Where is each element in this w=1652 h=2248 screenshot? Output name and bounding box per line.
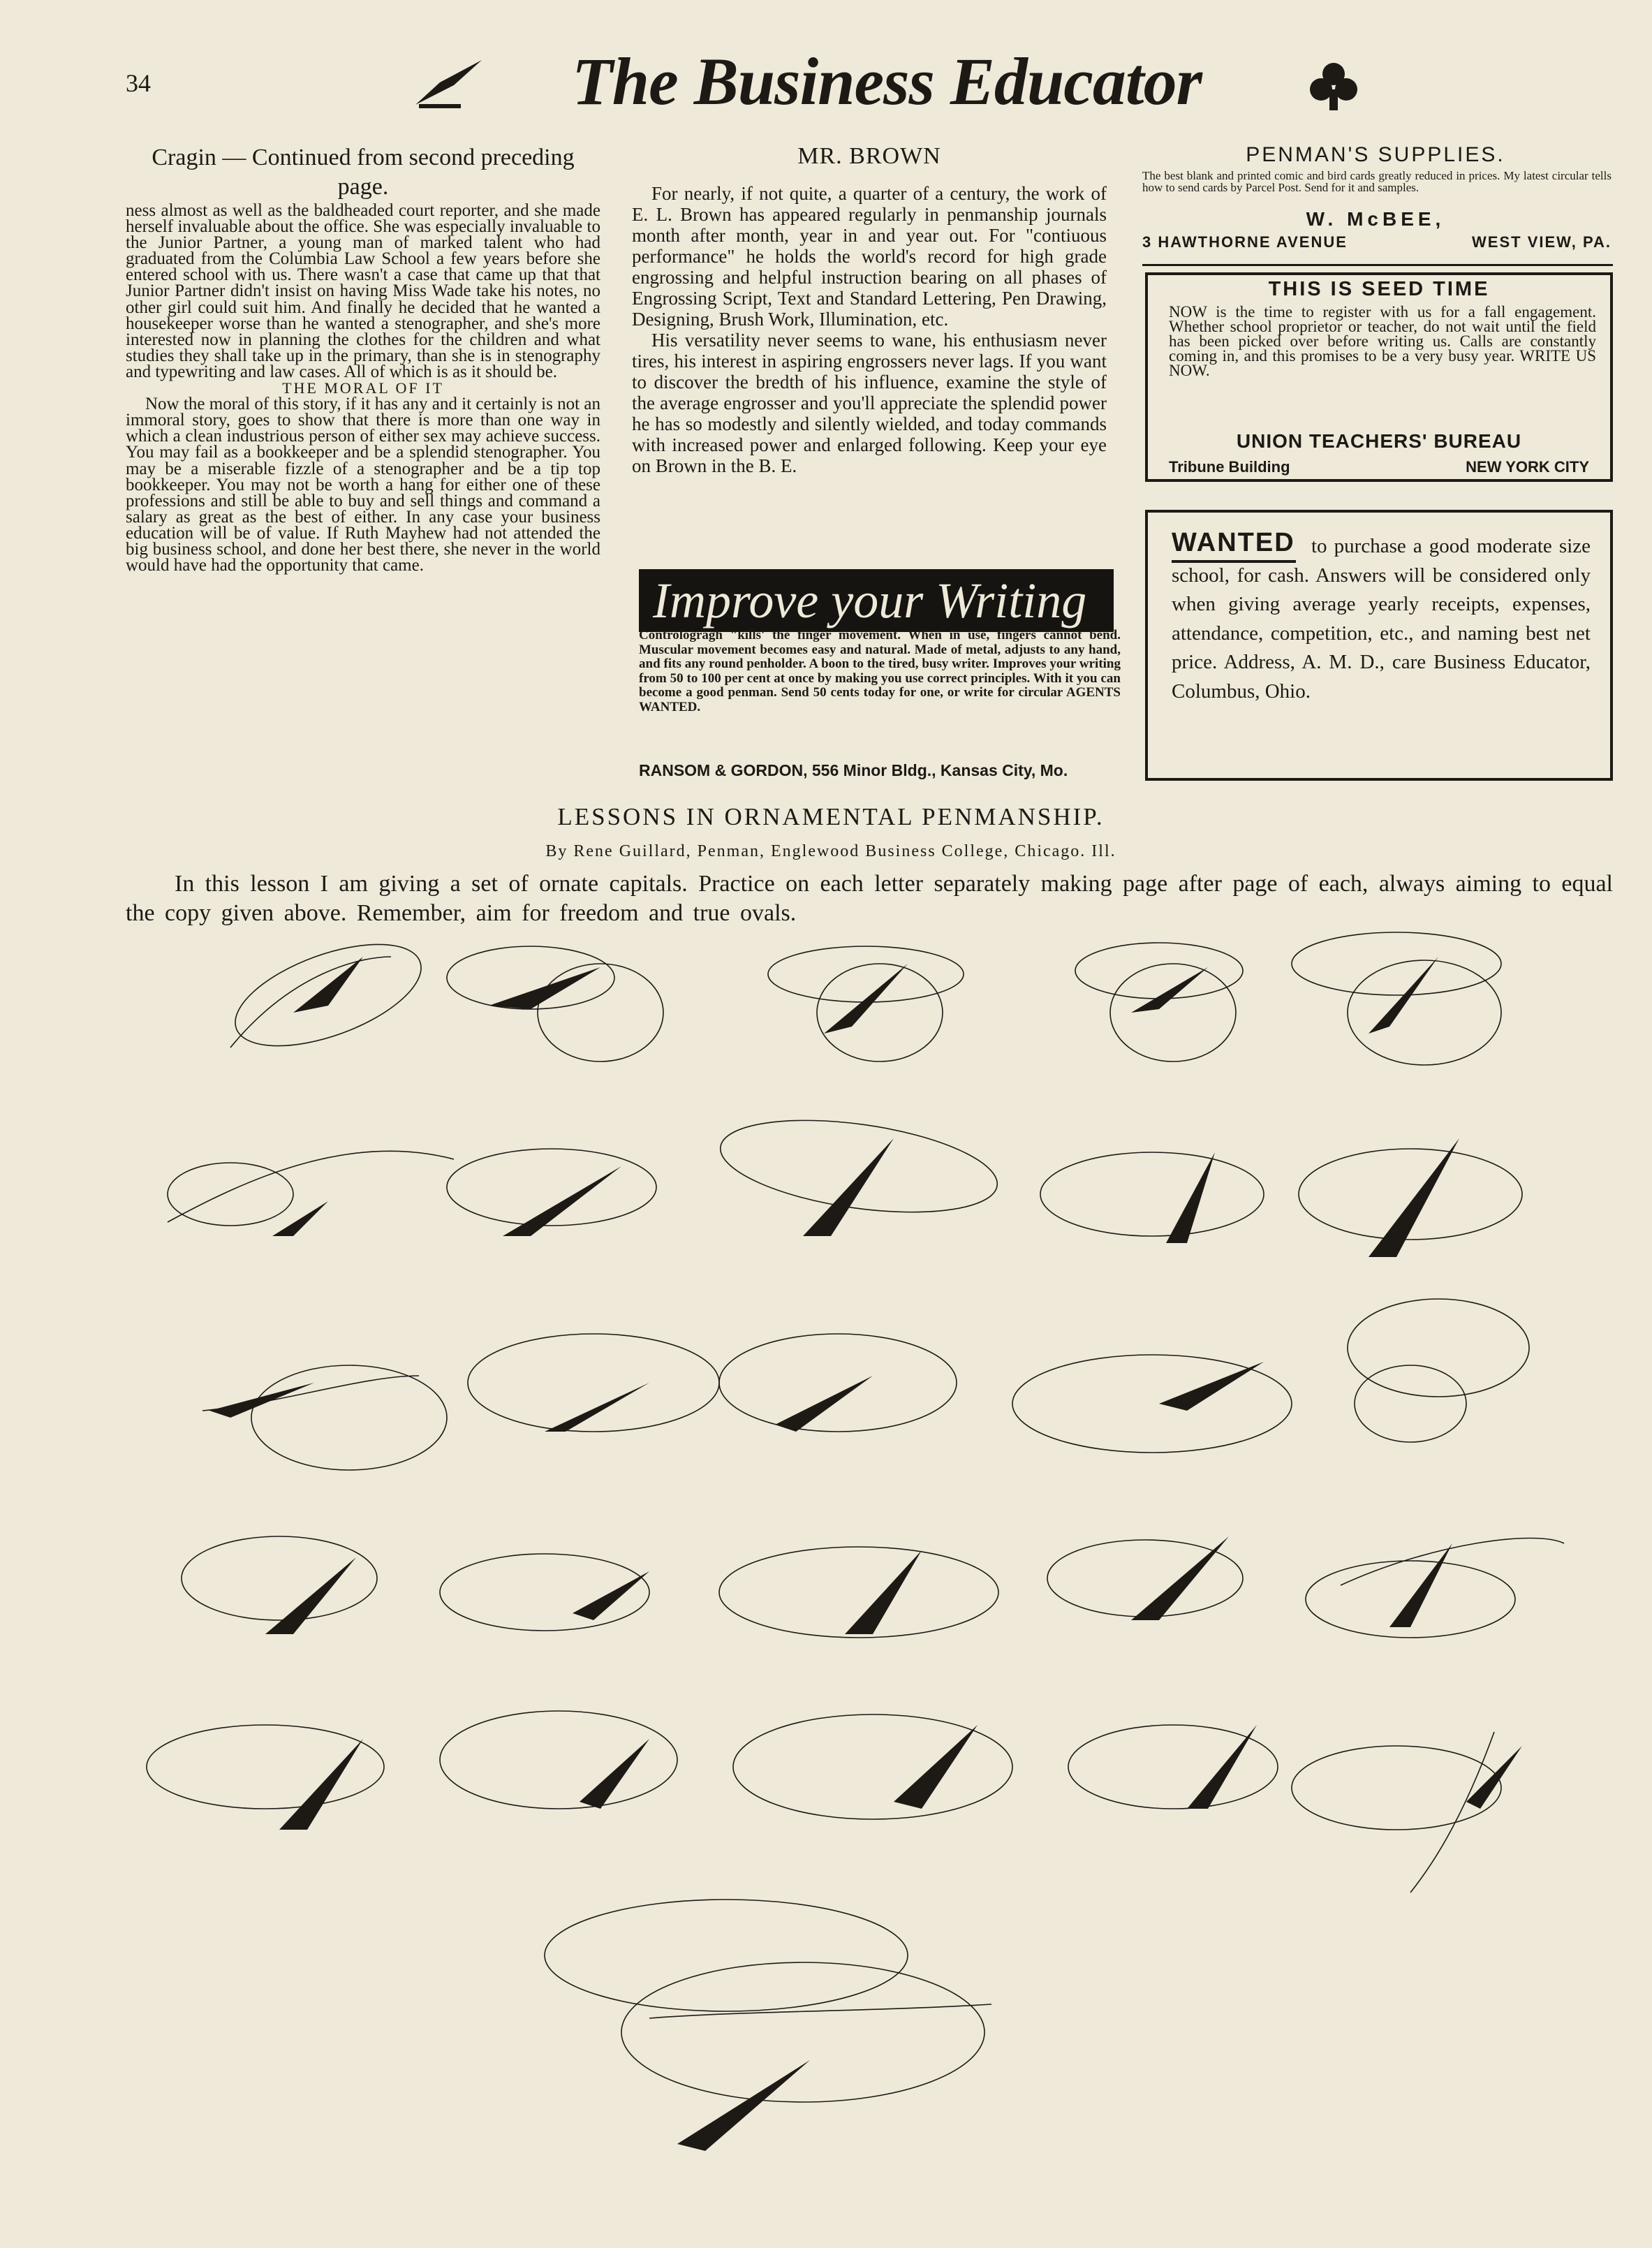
capital-n [1012, 1355, 1292, 1453]
divider-rule [1142, 264, 1613, 266]
capital-i [1040, 1152, 1264, 1243]
capital-s [1047, 1536, 1243, 1620]
capital-o [1348, 1299, 1529, 1442]
ad-body: Contrologragh "kills' the finger movement. When in use, fingers cannot bend. Muscular movement becomes easy and natural. Made of metal, adjusts to any hand, and fits any round penholder. A boon to the tired, busy writer. Improves your writing from 50 to 100 per cent at once by making you use correct principles. With it you can become a good penman. Send 50 cents today for one, or write for circular AGENTS WANTED. [639, 628, 1121, 714]
club-emblem-icon [1306, 59, 1362, 115]
lessons-intro: In this lesson I am giving a set of ornate capitals. Practice on each letter separately making page after page of each, always aiming to equal the copy given above. Remember, aim for freedom and true ovals. [126, 871, 1613, 926]
supplies-city: WEST VIEW, PA. [1472, 233, 1612, 251]
supplies-address [1142, 233, 1612, 251]
seed-city: NEW YORK CITY [1466, 458, 1589, 476]
col1-paragraph: ness almost as well as the baldheaded court reporter, and she made herself invaluable about the office. She was especially invaluable to the Junior Partner, a young man of marked talent who had graduated from the Columbia Law School a few years before she entered school with us. There wasn't a case that came up that that Junior Partner didn't insist on having Miss Wade take his notes, no other girl could suit him. And finally he decided that he wanted a housekeeper worse than he wanted a stenographer, and she's more interested now in planning the clothes for the children and what studies they shall take up in the primary, than she is in stenography and typewriting and law cases. All of which is as it should be. [126, 201, 600, 381]
ornate-capitals-plate [0, 929, 1652, 2228]
page-number: 34 [126, 69, 151, 97]
wanted-word: WANTED [1172, 528, 1295, 557]
capital-b [447, 946, 663, 1061]
capital-l [468, 1334, 719, 1432]
seed-time-ad [1145, 272, 1613, 482]
wanted-text: to purchase a good moderate size school, for cash. Answers will be considered only when giving average yearly receipts, expenses, attendance, competition, etc., and naming best net price. Address, A. M. D., care Business Educator, Columbus, Ohio. [1172, 535, 1591, 703]
capital-g [447, 1149, 656, 1236]
col2-paragraph: For nearly, if not quite, a quarter of a century, the work of E. L. Brown has appeared regularly in penmanship journals month after month, year in and year out. For "contiuous performance" he holds the world's record for high grade engrossing and helpful instruction bearing on all phases of Engrossing Script, Text and Standard Lettering, Pen Drawing, Designing, Brush Work, Illumination, etc. [632, 183, 1107, 330]
capital-c [768, 946, 964, 1061]
supplies-street: 3 HAWTHORNE AVENUE [1142, 233, 1348, 251]
capital-k [202, 1365, 447, 1470]
capital-q [440, 1554, 649, 1631]
quill-pen-icon [412, 54, 489, 110]
capital-v [440, 1711, 677, 1809]
masthead-title: The Business Educator [572, 44, 1202, 119]
capital-a [223, 929, 434, 1066]
capital-w [733, 1714, 1012, 1819]
col1-paragraph: Now the moral of this story, if it has any and it certainly is not an immoral story, goes to show that there is more than one way in which a clean industrious person of either sex may achieve success. You may fail as a bookkeeper and be a splendid stenographer. You may be a miserable fizzle of a stenographer and be a tip top bookkeeper. You may not be worth a hang for either one of these professions and still be able to buy and sell things and command a salary as great as the best of either. In any case your business education will be of value. If Ruth Mayhew had not attended the big business school, and done her best there, she never in the world would have had the opportunity that came. [126, 395, 600, 575]
capital-f [168, 1151, 454, 1236]
col2-body [632, 183, 1107, 476]
supplies-name: W. McBEE, [1306, 208, 1445, 230]
col1-heading: Cragin — Continued from second preceding page. [152, 145, 575, 200]
lessons-title: LESSONS IN ORNAMENTAL PENMANSHIP. [557, 803, 1105, 830]
col1-subheading: THE MORAL OF IT [282, 379, 444, 397]
seed-building: Tribune Building [1169, 458, 1290, 476]
wanted-ad [1145, 510, 1613, 781]
capital-j [1299, 1138, 1522, 1257]
seed-body: NOW is the time to register with us for a fall engagement. Whether school proprietor or teacher, do not wait until the field has been picked over before writing us. Calls are constantly coming in, and this promises to be a very busy year. WRITE US NOW. [1169, 303, 1596, 379]
supplies-text: The best blank and printed comic and bird cards greatly reduced in prices. My latest circular tells how to send cards by Parcel Post. Send for it and samples. [1142, 169, 1612, 194]
capital-e [1292, 932, 1501, 1065]
ad-banner [639, 569, 1114, 632]
capital-u [147, 1725, 384, 1830]
capital-x [1068, 1725, 1278, 1809]
col1-body [126, 203, 600, 573]
capital-d [1075, 943, 1243, 1061]
col3-heading: PENMAN'S SUPPLIES. [1246, 143, 1505, 166]
capital-t [1306, 1538, 1564, 1638]
seed-name: UNION TEACHERS' BUREAU [1236, 430, 1522, 452]
capital-p [182, 1536, 377, 1634]
capital-m [719, 1334, 957, 1432]
seed-title: THIS IS SEED TIME [1268, 278, 1490, 300]
col2-paragraph: His versatility never seems to wane, his enthusiasm never tires, his interest in aspiring engrossers never lags. If you want to discover the bredth of his influence, examine the style of the average engrosser and you'll appreciate the splendid power he has so modestly and silently wielded, and today commands with increased power and enlarged following. Keep your eye on Brown in the B. E. [632, 330, 1107, 476]
capital-h [715, 1105, 1003, 1236]
capital-z [545, 1900, 991, 2151]
capital-y [1292, 1732, 1522, 1893]
capital-r [719, 1547, 998, 1638]
ad-banner-text: Improve your Writing [653, 573, 1087, 629]
col2-heading: MR. BROWN [797, 143, 941, 169]
ad-footer: RANSOM & GORDON, 556 Minor Bldg., Kansas City, Mo. [639, 761, 1068, 779]
lessons-byline: By Rene Guillard, Penman, Englewood Business College, Chicago. Ill. [545, 842, 1116, 860]
